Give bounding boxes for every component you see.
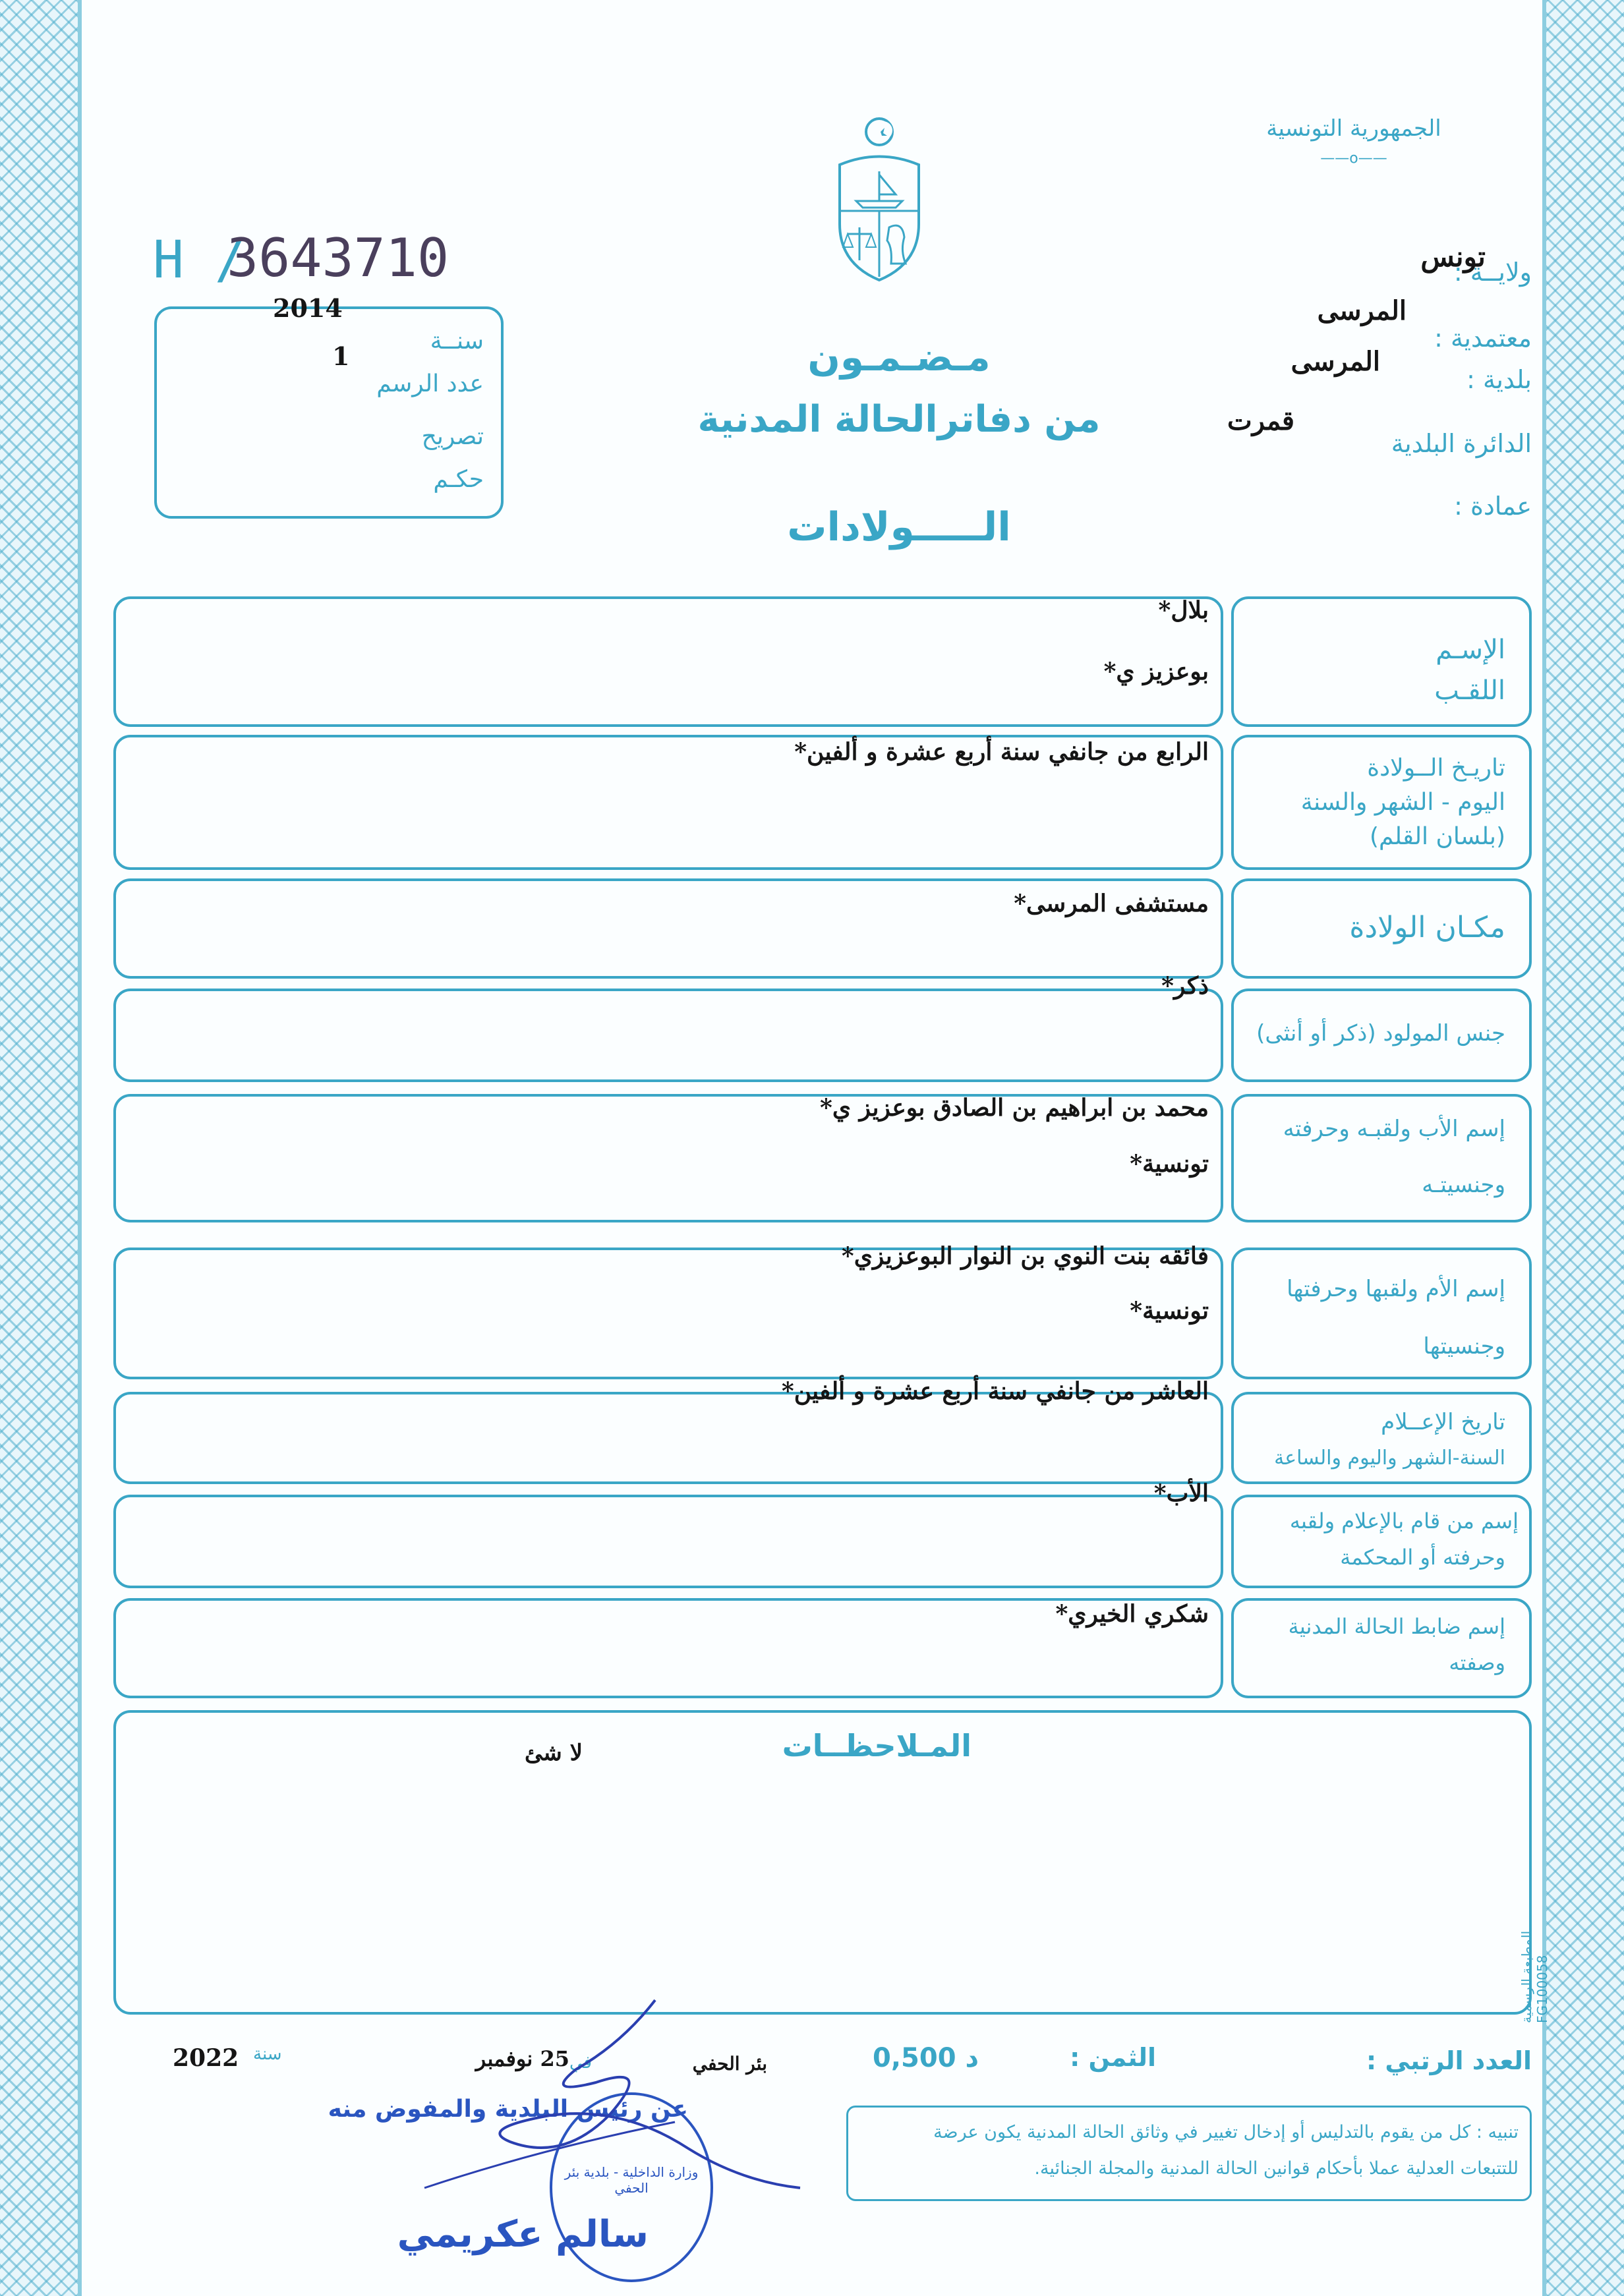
register-declaration-label: تصريح [421, 423, 484, 450]
row-officer-value: شكري الخيري* [1055, 1600, 1209, 1628]
register-year-label: سنــة [430, 328, 484, 355]
row-birthdate-label-3: (بلسان القلم) [1369, 823, 1505, 850]
daira-label: الدائرة البلدية [1391, 429, 1532, 458]
row-birthdate-label-2: اليوم - الشهر والسنة [1300, 789, 1505, 816]
daira-value: قمرت [1227, 405, 1294, 436]
warning-line-1: تنبيه : كل من يقوم بالتدليس أو إدخال تغيير في وثائق الحالة المدنية يكون عرضة [933, 2122, 1519, 2142]
row-gender-value: ذكر* [1161, 972, 1209, 1000]
row-declaration-date-value-box [113, 1392, 1223, 1484]
row-mother-value-1: فائقه بنت النوي بن النوار البوعزيزي* [841, 1242, 1209, 1270]
footer-date-prefix: في [569, 2053, 593, 2073]
row-father-label-2: وجنسيتـه [1422, 1172, 1505, 1198]
printer-mark: المطبعة الرسمية FG100058 [1519, 1930, 1550, 2023]
row-name-value-2: بوعزيز ي* [1103, 658, 1209, 685]
row-mother-label-1: إسم الأم ولقبها وحرفتها [1287, 1276, 1505, 1302]
register-number-label: عدد الرسم [376, 370, 484, 397]
footer-date-value: 25 نوفمبر [475, 2046, 569, 2071]
officer-title-stamp: عن رئيس البلدية والمفوض منه [328, 2096, 688, 2123]
baladia-value: المرسى [1290, 346, 1380, 377]
row-declarant-value: الأب* [1153, 1479, 1209, 1507]
baladia-label: بلدية : [1466, 365, 1532, 394]
register-judgment-label: حكـم [433, 466, 484, 493]
register-year-value: 2014 [273, 293, 343, 323]
signature-scribble [345, 1990, 807, 2201]
row-birthplace-label: مكـان الولادة [1349, 911, 1505, 944]
row-father-value-2: تونسية* [1130, 1150, 1209, 1178]
row-name-label-1: الإسـم [1436, 635, 1505, 665]
decorative-border-left [0, 0, 82, 2296]
footer-serial-label: العدد الرتبي : [1366, 2046, 1532, 2075]
republic-ornament: ——ο—— [1320, 150, 1387, 167]
republic-heading: الجمهورية التونسية [1266, 115, 1441, 142]
row-declaration-date-label-2: السنة-الشهر واليوم والساعة [1274, 1447, 1505, 1470]
row-father-value-1: محمد بن ابراهيم بن الصادق بوعزيز ي* [820, 1094, 1209, 1122]
warning-line-2: للتتبعات العدلية عملا بأحكام قوانين الحالة المدنية والمجلة الجنائية. [1034, 2158, 1519, 2179]
certificate-page [82, 0, 1550, 2296]
title-line1: مـضـمـون [807, 335, 991, 380]
row-birthplace-value: مستشفى المرسى* [1014, 890, 1209, 917]
footer-year-label: سنة [253, 2044, 282, 2064]
row-officer-label-2: وصفته [1449, 1650, 1505, 1675]
row-gender-label: جنس المولود (ذكر أو أنثى) [1256, 1020, 1505, 1047]
row-father-label-1: إسم الأب ولقبـه وحرفته [1283, 1116, 1505, 1142]
footer-price-value: 0,500 د [873, 2043, 979, 2073]
omada-label: عمادة : [1454, 492, 1532, 521]
row-name-value-1: بلال* [1158, 596, 1209, 624]
officer-name-stamp: سالم عكريمي [397, 2213, 649, 2256]
row-birthdate-value: الرابع من جانفي سنة أربع عشرة و ألفين* [794, 738, 1209, 766]
row-mother-value-2: تونسية* [1130, 1297, 1209, 1325]
row-declaration-date-value: العاشر من جانفي سنة أربع عشرة و ألفين* [781, 1377, 1209, 1405]
row-declarant-label-2: وحرفته أو المحكمة [1340, 1545, 1505, 1570]
row-name-label-2: اللقـب [1434, 675, 1505, 706]
coat-of-arms-icon [826, 112, 932, 290]
municipality-seal-text: وزارة الداخلية - بلدية بئر الحفي [564, 2164, 699, 2196]
serial-number: 3643710 [227, 227, 450, 289]
warning-box [846, 2106, 1532, 2201]
row-officer-label-1: إسم ضابط الحالة المدنية [1288, 1614, 1505, 1639]
register-number-value: 1 [332, 341, 350, 371]
row-gender-value-box [113, 989, 1223, 1082]
remarks-label: المـلاحظــات [782, 1728, 972, 1764]
mootamadia-label: معتمدية : [1434, 324, 1532, 353]
row-declaration-date-label-1: تاريخ الإعــلام [1381, 1409, 1505, 1435]
mootamadia-value: المرسى [1317, 295, 1406, 326]
remarks-value: لا شئ [524, 1740, 583, 1766]
section-title: الـــــولادات [787, 504, 1011, 550]
row-birthdate-label-1: تاريـخ الــولادة [1367, 755, 1505, 782]
footer-place: بئر الحفي [692, 2053, 767, 2075]
wilaya-label: ولايــة : [1453, 258, 1532, 287]
wilaya-value: تونس [1420, 241, 1486, 273]
serial-prefix: H / [153, 231, 246, 290]
title-line2: من دفاترالحالة المدنية [697, 398, 1101, 441]
row-declarant-value-box [113, 1495, 1223, 1588]
footer-year-value: 2022 [173, 2044, 239, 2072]
footer-price-label: الثمن : [1070, 2043, 1156, 2072]
row-declarant-label-1: إسم من قام بالإعلام ولقبه [1289, 1508, 1519, 1534]
row-mother-label-2: وجنسيتها [1423, 1333, 1505, 1360]
